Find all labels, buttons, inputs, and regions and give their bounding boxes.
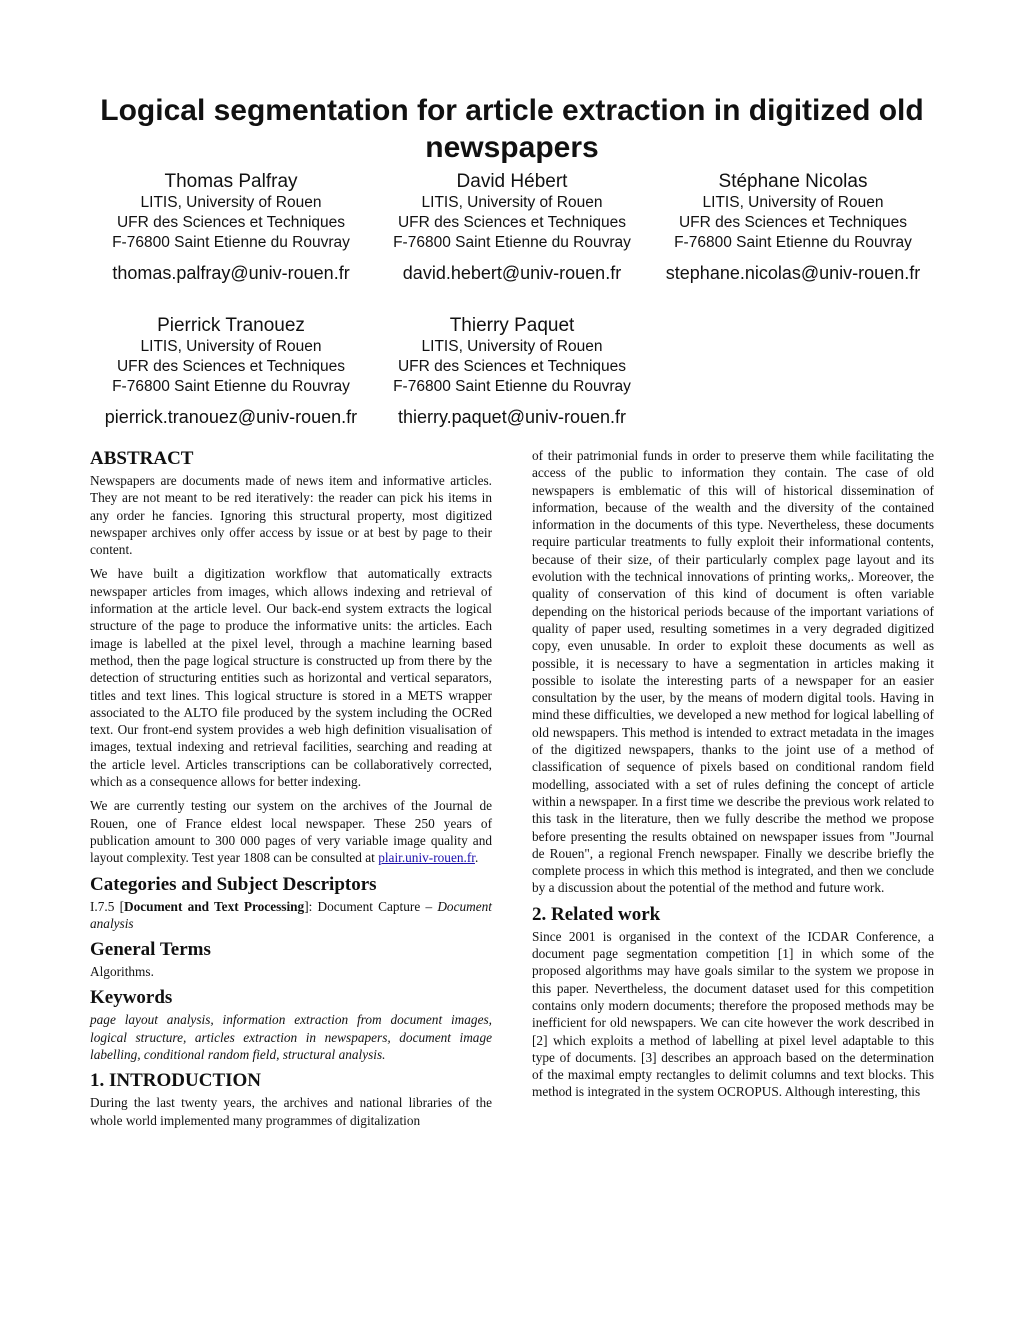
author-block (86, 314, 376, 428)
abstract-paragraph: We have built a digitization workflow that automatically extracts newspaper articles from images, which allows indexing and retrieval of information at the article level. Our back-end system extracts the logical structure of the page to produce the informative units: the articles. Each image is labelled at the pixel level, through a machine learning based method, then the page logical structure is constructed up from there by the detection of structuring entities such as horizontal and vertical separators, titles and text lines. This logical structure is stored in a METS wrapper associated to the ALTO file produced by the system including the OCRed text. Our front-end system provides a web high definition visualisation of images, textual indexing and retrieval facilities, searching and reading at the article level. Articles transcriptions can be collaboratively corrected, which as a consequence allows for better indexing. (90, 566, 492, 790)
author-name: Stéphane Nicolas (718, 171, 868, 192)
right-column (532, 447, 934, 1108)
author-email: stephane.nicolas@univ-rouen.fr (665, 263, 921, 283)
author-name: Thomas Palfray (164, 171, 298, 192)
author-email: pierrick.tranouez@univ-rouen.fr (104, 407, 358, 427)
general-terms-text: Algorithms. (90, 964, 154, 980)
categories-italic: Document analysis (90, 898, 492, 931)
author-lab: LITIS, University of Rouen (702, 194, 884, 211)
author-email: thierry.paquet@univ-rouen.fr (397, 407, 627, 427)
abstract-text: We are currently testing our system on the archives of the Journal de Rouen, one of France eldest local newspaper. These 250 years of publication amount to 300 000 pages of very variable image quality and layout complexity. Test year 1808 can be consulted at (90, 798, 492, 866)
related-work-text: Since 2001 is organised in the context of the ICDAR Conference, a document page segmentation competition [1] in which some of the proposed algorithms may have goals similar to the system we propose in this paper. Nevertheless, the document dataset used for this competition contains only modern documents; therefore the proposed methods may be inefficient for old newspapers. We can cite however the work described in [2] which exploits a method of labelling at pixel level adaptable to this type of documents. [3] describes an approach based on the determination of the maximal empty rectangles to delimit columns and text blocks. This method is integrated in the system OCROPUS. Although interesting, this (532, 928, 934, 1100)
author-address: F-76800 Saint Etienne du Rouvray (112, 234, 350, 251)
author-block (86, 170, 376, 284)
categories-heading: Categories and Subject Descriptors (90, 873, 377, 895)
introduction-text-right: of their patrimonial funds in order to preserve them while facilitating the access of the public to information they contain. The case of old newspapers is emblematic of this will of historical dissemination of information, because of the wealth and the diversity of the contained information in the documents of this type. Nevertheless, these documents require particular treatments to fully exploit their informational contents, because of their size, of their particularly complex page layout and its evolution with the technical innovations of printing works,. Moreover, the quality of conservation of this kind of document is often variable depending on the historical periods because of the important variations of quality of paper used, resulting sometimes in a very degraded digitized copy, even unusable. In order to exploit these documents as well as possible, it is necessary to have a segmentation in articles making it possible to isolate the interesting parts of a newspaper for an easier consultation by the user, by the means of modern digital tools. Having in mind these difficulties, we developed a new method for logical labelling of old newspapers. This method is intended to extract metadata in the images of the digitized newspapers, thanks to the joint use of a method of classification of sequence of pixels based on conditional random field modelling, associated with a set of rules defining the concept of article within a newspaper. In a first time we describe the previous work related to this task in the literature, then we fully describe the method we propose before presenting the results obtained on newspaper issues from "Journal de Rouen", a regional French newspaper. Finally we describe briefly the complete process in which this method is integrated, and then we conclude by a discussion about the potential of the method and future work. (532, 448, 934, 896)
abstract-text-end: . (474, 850, 479, 866)
author-name: Pierrick Tranouez (157, 315, 305, 336)
author-name: David Hébert (456, 171, 568, 192)
introduction-heading: 1. INTRODUCTION (90, 1070, 262, 1092)
plair-link[interactable]: plair.univ-rouen.fr (378, 850, 475, 866)
keywords-heading: Keywords (90, 987, 173, 1009)
author-address: F-76800 Saint Etienne du Rouvray (393, 378, 631, 395)
author-faculty: UFR des Sciences et Techniques (678, 214, 908, 231)
author-block (648, 170, 938, 284)
categories-bold: Document and Text Processing (124, 898, 305, 914)
left-column (90, 448, 492, 1136)
author-address: F-76800 Saint Etienne du Rouvray (674, 234, 912, 251)
author-block (367, 314, 657, 428)
author-faculty: UFR des Sciences et Techniques (397, 358, 627, 375)
categories-rest: ]: Document Capture – (304, 898, 438, 914)
author-name: Thierry Paquet (449, 315, 575, 336)
author-email: thomas.palfray@univ-rouen.fr (112, 263, 350, 283)
author-faculty: UFR des Sciences et Techniques (116, 358, 346, 375)
paper-title: Logical segmentation for article extraction in digitized old newspapers (100, 94, 924, 164)
categories-text (90, 898, 492, 933)
author-faculty: UFR des Sciences et Techniques (116, 214, 346, 231)
author-block (367, 170, 657, 284)
abstract-heading: ABSTRACT (90, 448, 194, 469)
author-lab: LITIS, University of Rouen (421, 194, 603, 211)
related-work-heading: 2. Related work (532, 903, 661, 925)
author-address: F-76800 Saint Etienne du Rouvray (393, 234, 631, 251)
author-address: F-76800 Saint Etienne du Rouvray (112, 378, 350, 395)
abstract-paragraph (90, 797, 492, 866)
author-email: david.hebert@univ-rouen.fr (402, 263, 622, 283)
abstract-paragraph: Newspapers are documents made of news item and informative articles. They are not meant to be red iteratively: the reader can pick his items in any order he fancies. Ignoring this structural property, most digitized newspaper archives only offer access by issue or at best by page to their content. (90, 473, 492, 558)
keywords-text: page layout analysis, information extraction from document images, logical structure, articles extraction in newspapers, document image labelling, conditional random field, structural analysis. (90, 1012, 492, 1063)
introduction-text-left: During the last twenty years, the archives and national libraries of the whole world implemented many programmes of digitalization (90, 1095, 492, 1128)
author-lab: LITIS, University of Rouen (140, 338, 322, 355)
categories-code: I.7.5 [ (90, 898, 125, 914)
author-lab: LITIS, University of Rouen (421, 338, 603, 355)
author-faculty: UFR des Sciences et Techniques (397, 214, 627, 231)
general-terms-heading: General Terms (90, 939, 211, 961)
author-lab: LITIS, University of Rouen (140, 194, 322, 211)
